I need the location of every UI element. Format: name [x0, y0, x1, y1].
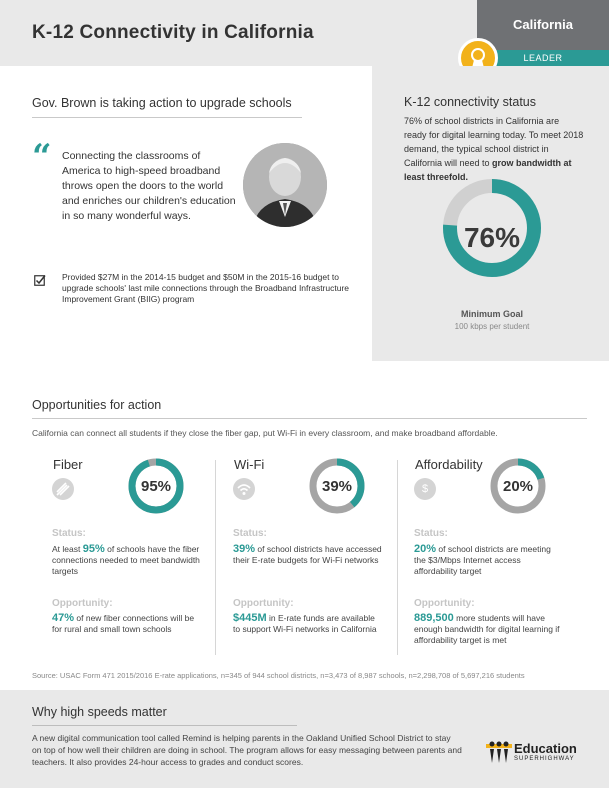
governor-action: Provided $27M in the 2014-15 budget and $50M in the 2015-16 budget to upgrade schools' last mile connections through the Broadband Infrastructure Improvement Grant (BIIG) program	[62, 272, 350, 304]
status-label: Status:	[233, 528, 267, 539]
opportunities-intro: California can connect all students if they close the fiber gap, put Wi-Fi in every classroom, and make broadband affordable.	[32, 428, 498, 438]
column-status-text: 20% of school districts are meeting the $3/Mbps Internet access affordability target	[414, 543, 551, 576]
opportunity-label: Opportunity:	[52, 598, 113, 609]
why-text: A new digital communication tool called Remind is helping parents in the Oakland Unified School District to stay on top of how well their children are doing in school. The program allows for easy messaging between parents and teachers. It also provides 24-hour access to grades and conduct scores.	[32, 733, 462, 767]
column-opportunity-text: $445M in E-rate funds are available to support Wi-Fi networks in California	[233, 612, 377, 634]
governor-heading: Gov. Brown is taking action to upgrade schools	[32, 96, 292, 110]
source-note: Source: USAC Form 471 2015/2016 E-rate applications, n=345 of 944 school districts, n=3,473 of 8,987 schools, n=2,298,708 of 5,697,216 students	[32, 671, 525, 680]
page-title: K-12 Connectivity in California	[32, 22, 314, 43]
column-percent: 20%	[502, 478, 534, 495]
rank-label: LEADER	[477, 50, 609, 66]
checkbox-checked-icon	[34, 273, 46, 291]
education-superhighway-logo	[486, 741, 512, 765]
status-text: 76% of school districts in California are ready for digital learning today. To meet 2018 demand, the typical school district in California will need to grow bandwidth at least threefold.	[404, 116, 584, 182]
dollar-icon: $	[414, 478, 436, 500]
opportunities-heading: Opportunities for action	[32, 398, 162, 412]
opportunity-column-affordability	[394, 448, 574, 663]
state-name: California	[513, 17, 573, 32]
quote-icon: “	[32, 137, 52, 177]
status-label: Status:	[414, 528, 448, 539]
status-heading: K-12 connectivity status	[404, 95, 537, 109]
column-opportunity-text: 889,500 more students will have enough bandwidth for digital learning if affordability target is met	[414, 612, 560, 645]
column-name: Wi-Fi	[234, 457, 265, 472]
wifi-icon	[233, 478, 255, 500]
column-percent: 39%	[321, 478, 353, 495]
logo-subtitle: SUPERHIGHWAY	[514, 756, 575, 762]
fiber-icon	[52, 478, 74, 500]
column-name: Fiber	[53, 457, 83, 472]
logo-wordmark: Education	[514, 741, 577, 756]
governor-divider	[32, 117, 302, 118]
column-status-text: 39% of school districts have accessed their E-rate budgets for Wi-Fi networks	[233, 543, 382, 565]
opportunity-column-fiber	[32, 448, 212, 663]
column-opportunity-text: 47% of new fiber connections will be for rural and small town schools	[52, 612, 195, 634]
status-value: 76%	[463, 222, 521, 253]
opportunity-column-wifi	[213, 448, 393, 663]
governor-portrait	[243, 143, 327, 227]
goal-value: 100 kbps per student	[454, 322, 530, 331]
status-label: Status:	[52, 528, 86, 539]
why-heading: Why high speeds matter	[32, 705, 167, 719]
opportunity-label: Opportunity:	[233, 598, 294, 609]
why-divider	[32, 725, 297, 726]
column-status-text: At least 95% of schools have the fiber connections needed to meet bandwidth targets	[52, 543, 200, 576]
opportunity-label: Opportunity:	[414, 598, 475, 609]
opportunities-divider	[32, 418, 587, 419]
goal-label: Minimum Goal	[460, 309, 523, 319]
governor-quote: Connecting the classrooms of America to high-speed broadband throws open the doors to the world and enriches our children's education in so many wonderful ways.	[62, 150, 236, 222]
column-percent: 95%	[140, 478, 172, 495]
column-name: Affordability	[415, 457, 483, 472]
